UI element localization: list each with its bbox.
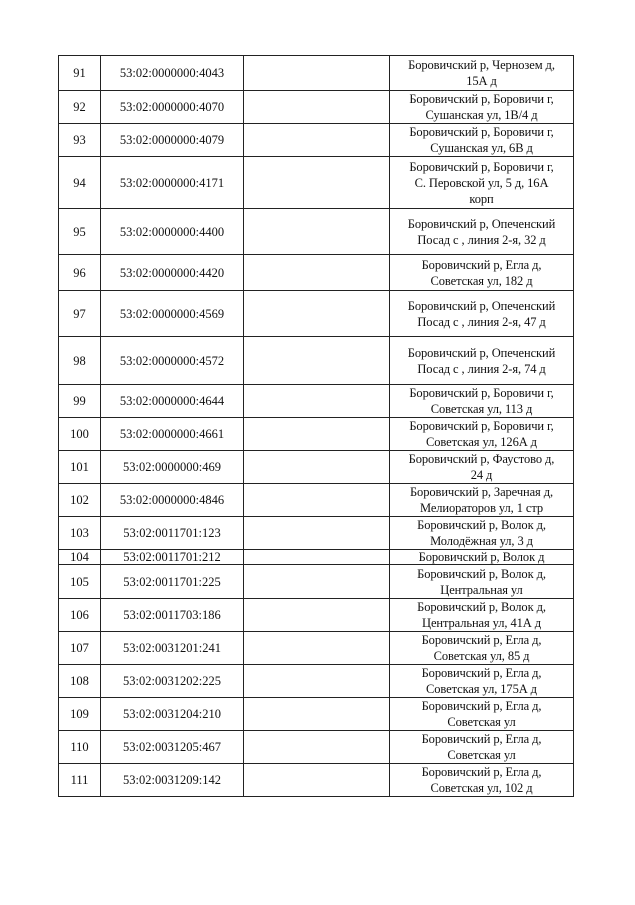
empty-cell [244,291,390,337]
row-number: 97 [59,291,101,337]
row-number: 92 [59,91,101,124]
cadastral-number: 53:02:0000000:4661 [101,418,244,451]
cadastral-number: 53:02:0000000:4846 [101,484,244,517]
table-row [59,565,574,599]
cadastral-number: 53:02:0000000:4079 [101,124,244,157]
cadastral-number: 53:02:0011701:212 [101,550,244,565]
cadastral-number: 53:02:0000000:4070 [101,91,244,124]
empty-cell [244,599,390,632]
cadastral-number: 53:02:0000000:4043 [101,56,244,91]
address-cell: Боровичский р, Егла д, Советская ул [390,731,574,764]
cadastral-number: 53:02:0031209:142 [101,764,244,797]
row-number: 102 [59,484,101,517]
empty-cell [244,337,390,385]
row-number: 110 [59,731,101,764]
table-row [59,764,574,797]
row-number: 109 [59,698,101,731]
address-cell: Боровичский р, Егла д, Советская ул, 102 д [390,764,574,797]
cadastral-number: 53:02:0031201:241 [101,632,244,665]
cadastral-number: 53:02:0000000:469 [101,451,244,484]
empty-cell [244,731,390,764]
table-row [59,91,574,124]
table-row [59,418,574,451]
row-number: 100 [59,418,101,451]
cadastral-number: 53:02:0000000:4644 [101,385,244,418]
address-cell: Боровичский р, Опеченский Посад с , линия 2-я, 32 д [390,209,574,255]
empty-cell [244,418,390,451]
row-number: 103 [59,517,101,550]
table-row [59,484,574,517]
address-cell: Боровичский р, Егла д, Советская ул, 175А д [390,665,574,698]
cadastral-number: 53:02:0011703:186 [101,599,244,632]
address-cell: Боровичский р, Волок д, Молодёжная ул, 3 д [390,517,574,550]
address-cell: Боровичский р, Боровичи г, С. Перовской ул, 5 д, 16А корп [390,157,574,209]
address-cell: Боровичский р, Волок д, Центральная ул [390,565,574,599]
empty-cell [244,451,390,484]
registry-table-body [59,56,574,797]
table-row [59,698,574,731]
table-row [59,451,574,484]
row-number: 101 [59,451,101,484]
empty-cell [244,550,390,565]
address-cell: Боровичский р, Заречная д, Мелиораторов ул, 1 стр [390,484,574,517]
cadastral-number: 53:02:0031205:467 [101,731,244,764]
table-row [59,291,574,337]
address-cell: Боровичский р, Фаустово д, 24 д [390,451,574,484]
table-row [59,209,574,255]
empty-cell [244,56,390,91]
cadastral-number: 53:02:0011701:225 [101,565,244,599]
registry-table [58,55,574,797]
table-row [59,632,574,665]
row-number: 96 [59,255,101,291]
table-row [59,665,574,698]
table-row [59,517,574,550]
table-row [59,157,574,209]
empty-cell [244,665,390,698]
address-cell: Боровичский р, Егла д, Советская ул [390,698,574,731]
empty-cell [244,632,390,665]
address-cell: Боровичский р, Боровичи г, Советская ул, 113 д [390,385,574,418]
row-number: 105 [59,565,101,599]
row-number: 91 [59,56,101,91]
row-number: 106 [59,599,101,632]
row-number: 111 [59,764,101,797]
empty-cell [244,565,390,599]
address-cell: Боровичский р, Опеченский Посад с , линия 2-я, 74 д [390,337,574,385]
cadastral-number: 53:02:0000000:4400 [101,209,244,255]
table-row [59,124,574,157]
empty-cell [244,517,390,550]
row-number: 99 [59,385,101,418]
table-row [59,550,574,565]
empty-cell [244,764,390,797]
table-row [59,56,574,91]
cadastral-number: 53:02:0000000:4569 [101,291,244,337]
address-cell: Боровичский р, Боровичи г, Советская ул, 126А д [390,418,574,451]
address-cell: Боровичский р, Егла д, Советская ул, 85 д [390,632,574,665]
cadastral-number: 53:02:0011701:123 [101,517,244,550]
empty-cell [244,484,390,517]
cadastral-number: 53:02:0031202:225 [101,665,244,698]
empty-cell [244,385,390,418]
address-cell: Боровичский р, Чернозем д, 15А д [390,56,574,91]
empty-cell [244,209,390,255]
row-number: 98 [59,337,101,385]
row-number: 107 [59,632,101,665]
cadastral-number: 53:02:0031204:210 [101,698,244,731]
address-cell: Боровичский р, Волок д [390,550,574,565]
cadastral-number: 53:02:0000000:4420 [101,255,244,291]
row-number: 108 [59,665,101,698]
row-number: 93 [59,124,101,157]
row-number: 94 [59,157,101,209]
empty-cell [244,698,390,731]
cadastral-number: 53:02:0000000:4171 [101,157,244,209]
table-row [59,385,574,418]
address-cell: Боровичский р, Опеченский Посад с , линия 2-я, 47 д [390,291,574,337]
cadastral-number: 53:02:0000000:4572 [101,337,244,385]
empty-cell [244,124,390,157]
table-row [59,599,574,632]
table-row [59,731,574,764]
row-number: 95 [59,209,101,255]
row-number: 104 [59,550,101,565]
empty-cell [244,255,390,291]
address-cell: Боровичский р, Волок д, Центральная ул, 41А д [390,599,574,632]
address-cell: Боровичский р, Боровичи г, Сушанская ул, 6В д [390,124,574,157]
table-row [59,255,574,291]
address-cell: Боровичский р, Егла д, Советская ул, 182 д [390,255,574,291]
empty-cell [244,91,390,124]
empty-cell [244,157,390,209]
table-row [59,337,574,385]
address-cell: Боровичский р, Боровичи г, Сушанская ул, 1В/4 д [390,91,574,124]
